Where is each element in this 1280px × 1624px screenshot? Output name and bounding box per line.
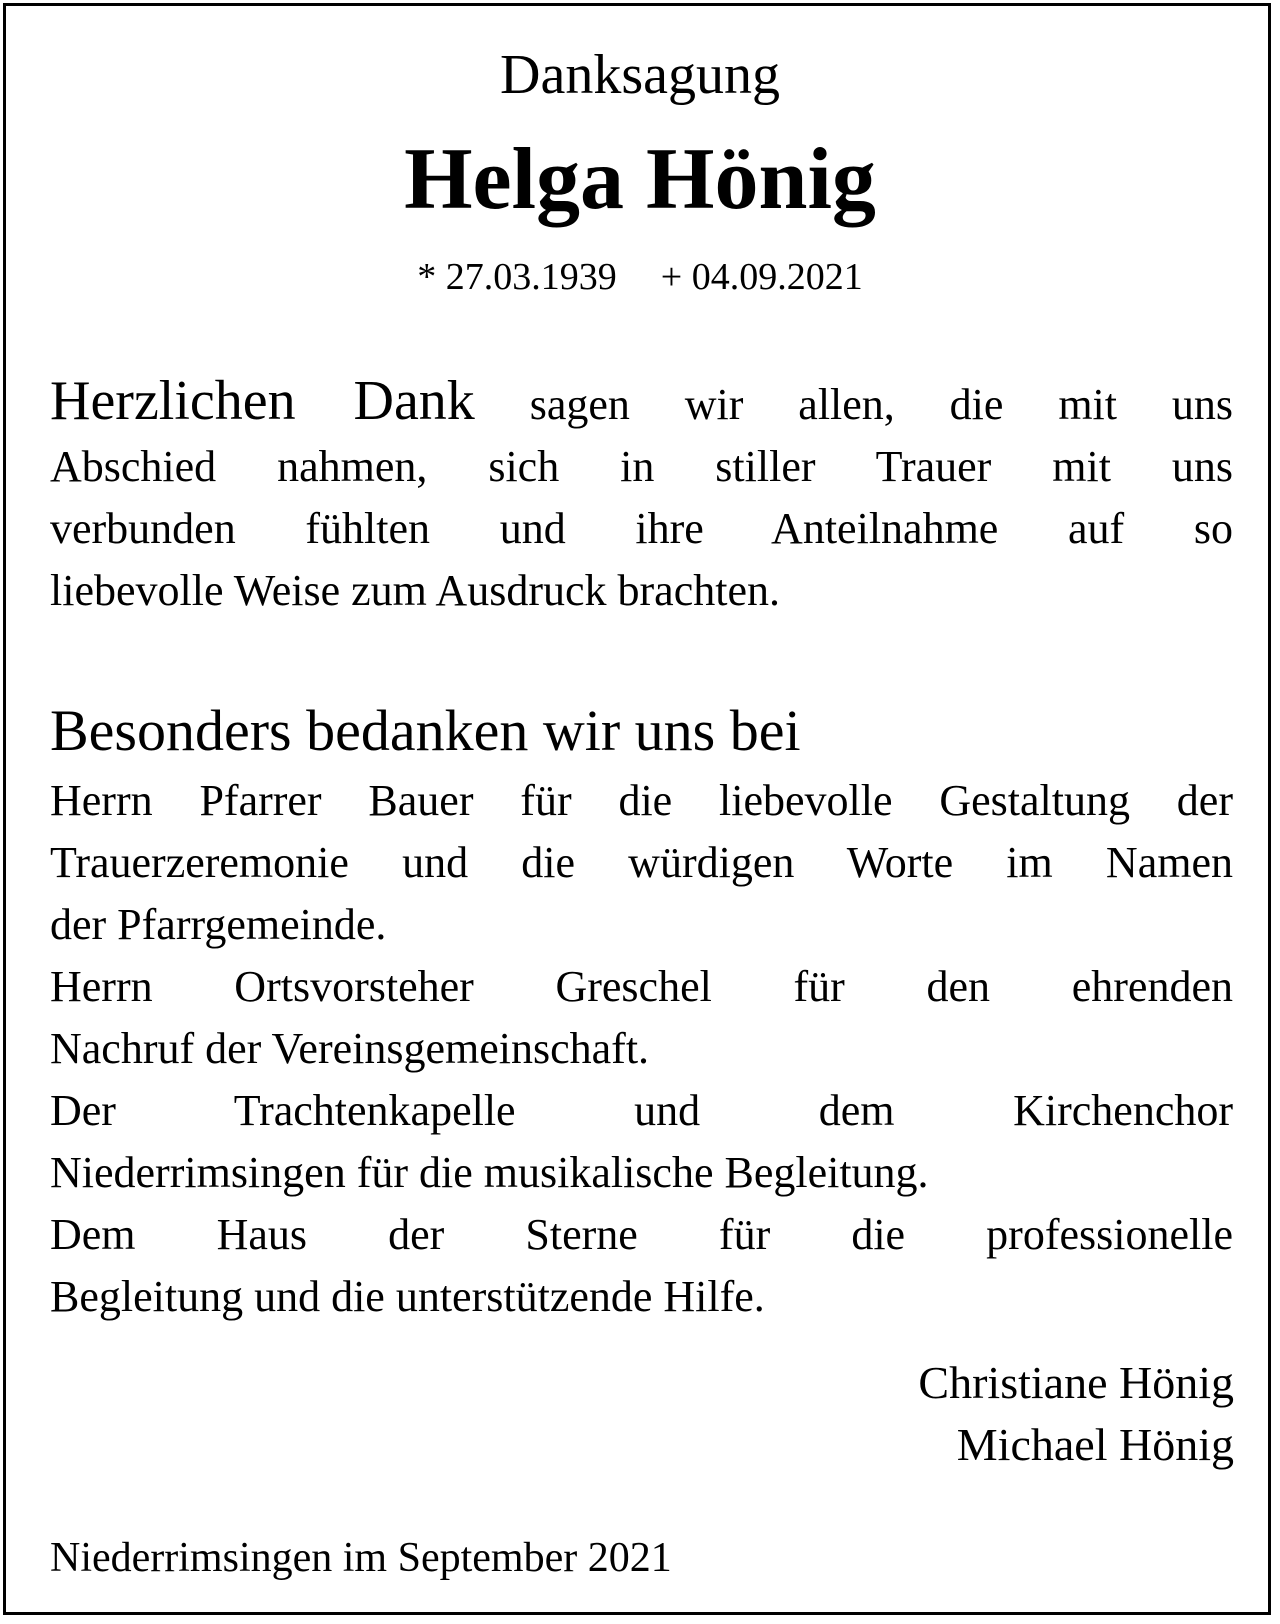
thanks-lead: Herzlichen Dank: [50, 370, 475, 432]
notice-label: Danksagung: [500, 44, 780, 106]
life-dates: [0, 252, 1280, 302]
besonders-line-6: Der Trachtenkapelle und dem Kirchenchor: [50, 1086, 1233, 1135]
thanks-line-3: verbunden fühlten und ihre Anteilnahme auf so: [50, 504, 1233, 553]
besonders-line-5: Nachruf der Vereinsgemeinschaft.: [50, 1024, 650, 1073]
birth-date: * 27.03.1939: [417, 256, 617, 298]
deceased-name: Helga Hönig: [404, 131, 876, 228]
thanks-line-2: Abschied nahmen, sich in stiller Trauer mit uns: [50, 442, 1233, 491]
death-date: + 04.09.2021: [660, 256, 863, 298]
signature-1: Christiane Hönig: [918, 1357, 1234, 1408]
signatures: [918, 1352, 1234, 1476]
besonders-line-7: Niederrimsingen für die musikalische Begleitung.: [50, 1148, 929, 1197]
besonders-line-4: Herrn Ortsvorsteher Greschel für den ehrenden: [50, 962, 1233, 1011]
besonders-title: Besonders bedanken wir uns bei: [50, 698, 801, 763]
place-date: Niederrimsingen im September 2021: [50, 1535, 672, 1581]
thanks-line-4: liebevolle Weise zum Ausdruck brachten.: [50, 566, 780, 615]
besonders-line-3: der Pfarrgemeinde.: [50, 900, 387, 949]
thanks-line-1: Herzlichen Dank sagen wir allen, die mit uns: [50, 370, 1233, 432]
besonders-line-2: Trauerzeremonie und die würdigen Worte im Namen: [50, 838, 1233, 887]
besonders-line-8: Dem Haus der Sterne für die professionelle: [50, 1210, 1233, 1259]
besonders-line-1: Herrn Pfarrer Bauer für die liebevolle Gestaltung der: [50, 776, 1233, 825]
besonders-line-9: Begleitung und die unterstützende Hilfe.: [50, 1272, 765, 1321]
thanks-paragraph: [50, 370, 1233, 622]
signature-2: Michael Hönig: [956, 1419, 1234, 1470]
besonders-paragraph: [50, 770, 1233, 1328]
